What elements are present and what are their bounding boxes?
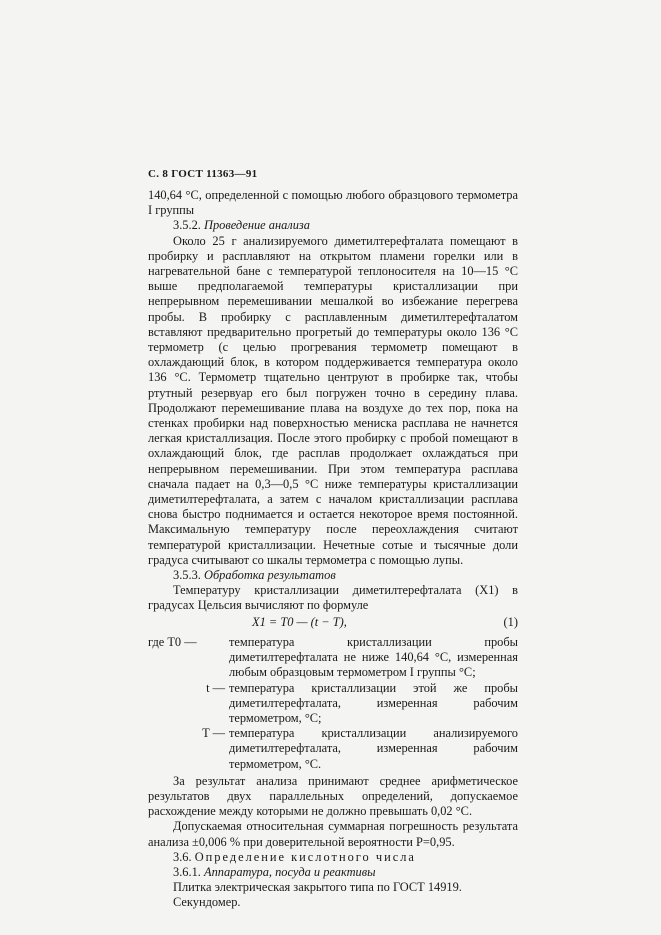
definition-row xyxy=(148,681,518,727)
definition-text: температура кристаллизации пробы диметилтерефталата не ниже 140,64 °С, измеренная любым образцовым термометром I группы °С; xyxy=(229,634,518,680)
page-header: С. 8 ГОСТ 11363—91 xyxy=(148,168,258,180)
section-heading-3-6-1 xyxy=(148,865,518,880)
section-heading-3-5-2 xyxy=(148,218,518,233)
paragraph-formula-intro: Температуру кристаллизации диметилтерефталата (X1) в градусах Цельсия вычисляют по формуле xyxy=(148,583,518,613)
paragraph-equipment-1: Плитка электрическая закрытого типа по ГОСТ 14919. xyxy=(173,880,462,895)
section-number: 3.5.2. xyxy=(173,218,201,233)
definitions xyxy=(148,635,518,772)
formula-line xyxy=(148,615,518,630)
section-heading-3-6 xyxy=(148,850,518,865)
section-title: Проведение анализа xyxy=(204,218,310,233)
definition-symbol: T — xyxy=(202,726,225,741)
definition-symbol: где T0 — xyxy=(148,634,197,649)
definition-text: температура кристаллизации этой же пробы диметилтерефталата, измеренная рабочим термометром, °С; xyxy=(229,680,518,725)
definition-text: температура кристаллизации анализируемого диметилтерефталата, измеренная рабочим термометром, °С. xyxy=(229,726,518,771)
section-title: Обработка результатов xyxy=(204,568,336,583)
paragraph-continuation: 140,64 °С, определенной с помощью любого образцового термометра I группы xyxy=(148,188,518,218)
section-heading-3-5-3 xyxy=(148,568,518,583)
paragraph-error: Допускаемая относительная суммарная погрешность результата анализа ±0,006 % при доверительной вероятности P=0,95. xyxy=(148,819,518,849)
definition-row xyxy=(148,635,518,681)
paragraph-result: За результат анализа принимают среднее арифметическое результатов двух параллельных определений, допускаемое расхождение между которыми не должно превышать 0,02 °С. xyxy=(148,773,518,819)
paragraph-equipment-2: Секундомер. xyxy=(173,895,241,910)
definition-symbol: t — xyxy=(206,680,225,695)
section-number: 3.6. xyxy=(173,849,192,864)
section-title: Аппаратура, посуда и реактивы xyxy=(204,864,376,879)
document-body xyxy=(148,188,518,911)
section-number: 3.6.1. xyxy=(173,864,201,879)
section-number: 3.5.3. xyxy=(173,568,201,583)
formula: X1 = T0 — (t − T), xyxy=(252,614,347,629)
paragraph-procedure: Около 25 г анализируемого диметилтерефталата помещают в пробирку и расплавляют на открытом пламени горелки или в нагревательной бане с температурой теплоносителя на 10—15 °С выше предполагаемой температуры кристаллизации при непрерывном перемешивании мешалкой во избежание перегрева пробы. В пробирку с расплавленным диметилтерефталатом вставляют предварительно прогретый до температуры около 136 °С термометр (с целью прогревания термометр помещают в охлаждающий блок, в котором поддерживается температура около 136 °С. Термометр тщательно центруют в пробирке так, чтобы ртутный резервуар его был погружен точно в середину плава. Продолжают перемешивание плава на воздухе до тех пор, пока на стенках пробирки над поверхностью мениска расплава не начнется легкая кристаллизация. После этого пробирку с пробой помещают в охлаждающий блок, где расплав продолжает охлаждаться при непрерывном перемешивании. При этом температура расплава сначала падает на 0,3—0,5 °С ниже температуры кристаллизации диметилтерефталата, а затем с началом кристаллизации расплава снова быстро поднимается и остается некоторое время постоянной. Максимальную температуру после переохлаждения считают температурой кристаллизации. Нечетные сотые и тысячные доли градуса считывают со шкалы термометра с помощью лупы. xyxy=(148,233,518,567)
definition-row xyxy=(148,726,518,772)
formula-number: (1) xyxy=(503,614,518,629)
section-title: Определение кислотного числа xyxy=(194,849,416,864)
